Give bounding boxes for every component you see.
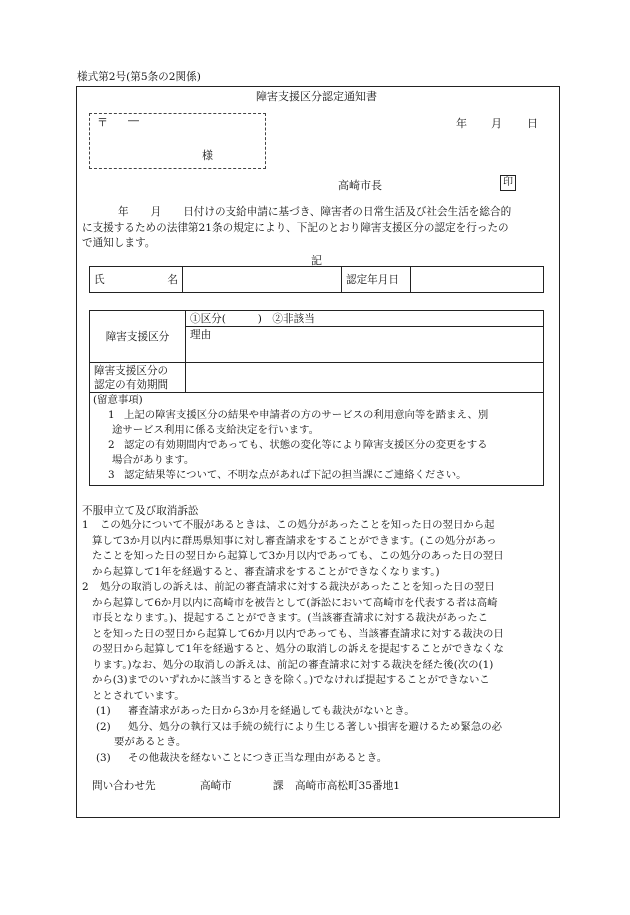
appeal-2-line-3: とを知った日の翌日から起算して6か月以内であっても、当該審査請求に対する裁決の日 — [92, 627, 504, 640]
validity-value-cell — [186, 363, 544, 393]
appeal-2-line-6: から(3)までのいずれかに該当するときを除く。)でなければ提起することができないこ — [92, 674, 490, 686]
appeal-2-line-2: 市長となります。)、提起することができます。(当該審査請求に対する裁決があったこ — [92, 612, 488, 624]
sub-2-line2: 要があるとき。 — [114, 736, 187, 748]
postal-dash: ― — [128, 114, 139, 127]
intro-text-3: で通知します。 — [82, 237, 156, 249]
category-table — [89, 310, 544, 486]
document-title: 障害支援区分認定通知書 — [256, 90, 377, 103]
appeal-2-line-0: 処分の取消しの訴えは、前記の審査請求に対する裁決があったことを知った日の翌日 — [100, 581, 495, 593]
intro-text-1: 日付けの支給申請に基づき、障害者の日常生活及び社会生活を総合的 — [183, 206, 512, 218]
date-month: 月 — [491, 117, 502, 130]
appeal-item-2 — [82, 580, 556, 704]
date-value-cell — [411, 267, 544, 293]
date-year: 年 — [456, 117, 467, 130]
form-label: 様式第2号(第5条の2関係) — [77, 71, 201, 83]
contact-city: 高崎市 — [200, 780, 232, 792]
intro-month: 月 — [150, 206, 162, 218]
appeal-1-line-0: この処分について不服があるときは、この処分があったことを知った日の翌日から起 — [100, 519, 495, 531]
sub-1-line1: 審査請求があった日から3か月を経過しても裁決がないとき。 — [128, 705, 415, 717]
name-label-2: 名 — [167, 274, 178, 286]
note-2-line2: 場合があります。 — [112, 454, 195, 466]
appeal-1-num: 1 — [82, 519, 89, 531]
appeal-2-line-5: ります。)なお、処分の取消しの訴えは、前記の審査請求に対する裁決を経た後(次の(1) — [92, 658, 494, 671]
seal-stamp: 印 — [500, 175, 516, 191]
notes-cell — [90, 393, 544, 486]
note-3-line1: 認定結果等について、不明な点があれば下記の担当課にご連絡ください。 — [124, 469, 467, 481]
appeal-1-line-3: から起算して1年を経過すると、審査請求をすることができなくなります。) — [92, 565, 440, 578]
contact-address: 高崎市高松町35番地1 — [295, 780, 400, 792]
address-box — [89, 113, 266, 169]
intro-text-2: に支援するための法律第21条の規定により、下記のとおり障害支援区分の認定を行ったの — [82, 221, 509, 234]
validity-label-1: 障害支援区分の — [94, 364, 169, 377]
note-1-num: 1 — [108, 409, 115, 421]
appeal-2-num: 2 — [82, 581, 89, 593]
note-2-line1: 認定の有効期間内であっても、状態の変化等により障害支援区分の変更をする — [124, 439, 488, 451]
ki-heading: 記 — [311, 254, 322, 267]
notes-header: (留意事項) — [93, 394, 143, 406]
contact-dept: 課 — [273, 780, 284, 792]
appeal-1-line-1: 算して3か月以内に群馬県知事に対し審査請求をすることができます。(この処分があっ — [92, 534, 497, 547]
name-label-cell — [90, 267, 183, 293]
appeal-subitems — [82, 704, 556, 766]
appeal-header: 不服申立て及び取消訴訟 — [82, 505, 199, 517]
appeal-2-line-1: から起算して6か月以内に高崎市を被告として(訴訟において高崎市を代表する者は高崎 — [92, 596, 498, 609]
note-1-line1: 上記の障害支援区分の結果や申請者の方のサービスの利用意向等を踏まえ、別 — [124, 409, 489, 421]
intro-year: 年 — [118, 206, 129, 218]
appeal-2-line-7: ととされています。 — [92, 689, 185, 702]
sub-2-num: (2) — [96, 720, 111, 733]
date-label-cell: 認定年月日 — [342, 267, 411, 293]
sub-3-line1: その他裁決を経ないことにつき正当な理由があるとき。 — [128, 751, 388, 764]
name-table — [89, 266, 544, 293]
category-label: 障害支援区分 — [90, 311, 186, 363]
note-3-num: 3 — [108, 469, 115, 481]
date-day: 日 — [527, 117, 538, 130]
honorific: 様 — [202, 149, 213, 162]
name-value-cell — [183, 267, 342, 293]
contact-label: 問い合わせ先 — [92, 780, 156, 792]
reason-cell — [186, 327, 544, 363]
issuer-name: 高崎市長 — [338, 179, 382, 192]
postal-mark: 〒 — [97, 116, 108, 129]
sub-2-line1: 処分、処分の執行又は手続の続行により生じる著しい損害を避けるため緊急の必 — [128, 720, 503, 733]
sub-3-num: (3) — [96, 751, 111, 764]
appeal-1-line-2: たことを知った日の翌日から起算して3か月以内であっても、この処分のあった日の翌日 — [92, 550, 504, 562]
appeal-2-line-4: の翌日から起算して1年を経過すると、処分の取消しの訴えを提起することができなくな — [92, 643, 504, 655]
intro-paragraph — [82, 205, 554, 252]
note-1-line2: 途サービス利用に係る支給決定を行います。 — [112, 424, 319, 436]
name-label-1: 氏 — [94, 274, 105, 286]
validity-label-cell — [90, 363, 186, 393]
note-2-num: 2 — [108, 439, 115, 451]
sub-1-num: (1) — [96, 705, 111, 717]
category-options: ①区分( ) ②非該当 — [186, 311, 544, 327]
appeal-item-1 — [82, 518, 556, 580]
validity-label-2: 認定の有効期間 — [94, 378, 169, 391]
reason-label: 理由 — [190, 329, 212, 341]
